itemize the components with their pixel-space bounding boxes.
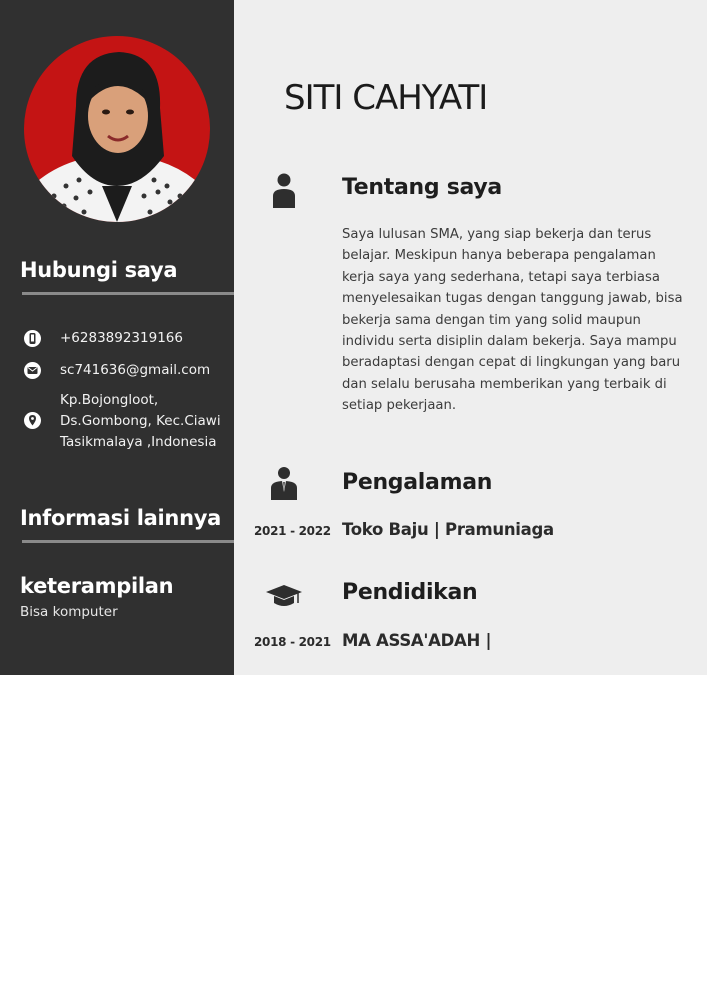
phone-number[interactable]: +6283892319166: [60, 330, 183, 346]
skill-item: Bisa komputer: [20, 604, 118, 620]
about-heading: Tentang saya: [342, 175, 502, 200]
experience-year: 2021 - 2022: [254, 524, 331, 538]
education-entry: MA ASSA'ADAH |: [342, 631, 492, 650]
about-text: Saya lulusan SMA, yang siap bekerja dan terus belajar. Meskipun hanya beberapa pengalaman kerja saya yang sederhana, tetapi saya terbiasa menyelesaikan tugas dengan tanggung jawab, bisa bekerja sama dengan tim yang solid maupun individu serta disiplin dalam bekerja. Saya mampu beradaptasi dengan cepat di lingkungan yang baru dan selalu berusaha memberikan yang terbaik di setiap pekerjaan.: [342, 227, 683, 414]
email-icon: [24, 362, 41, 379]
location-icon: [24, 412, 41, 429]
graduation-cap-icon: [265, 582, 303, 610]
address: [60, 390, 221, 453]
address-line: Kp.Bojongloot,: [60, 392, 159, 408]
experience-heading: Pengalaman: [342, 470, 493, 495]
skills-title: keterampilan: [20, 574, 174, 598]
briefcase-person-icon: [268, 466, 300, 502]
divider: [22, 292, 234, 295]
phone-icon: [24, 330, 41, 347]
education-heading: Pendidikan: [342, 580, 478, 605]
address-line: Tasikmalaya ,Indonesia: [60, 434, 217, 450]
profile-photo: [24, 36, 210, 222]
contact-heading: Hubungi saya: [20, 258, 178, 282]
education-year: 2018 - 2021: [254, 635, 331, 649]
divider: [22, 540, 234, 543]
sidebar: [0, 0, 234, 675]
experience-entry: Toko Baju | Pramuniaga: [342, 520, 554, 539]
person-icon: [270, 172, 298, 208]
full-name: SITI CAHYATI: [284, 78, 488, 118]
email-address[interactable]: sc741636@gmail.com: [60, 362, 211, 378]
other-info-heading: Informasi lainnya: [20, 506, 221, 530]
address-line: Ds.Gombong, Kec.Ciawi: [60, 413, 221, 429]
